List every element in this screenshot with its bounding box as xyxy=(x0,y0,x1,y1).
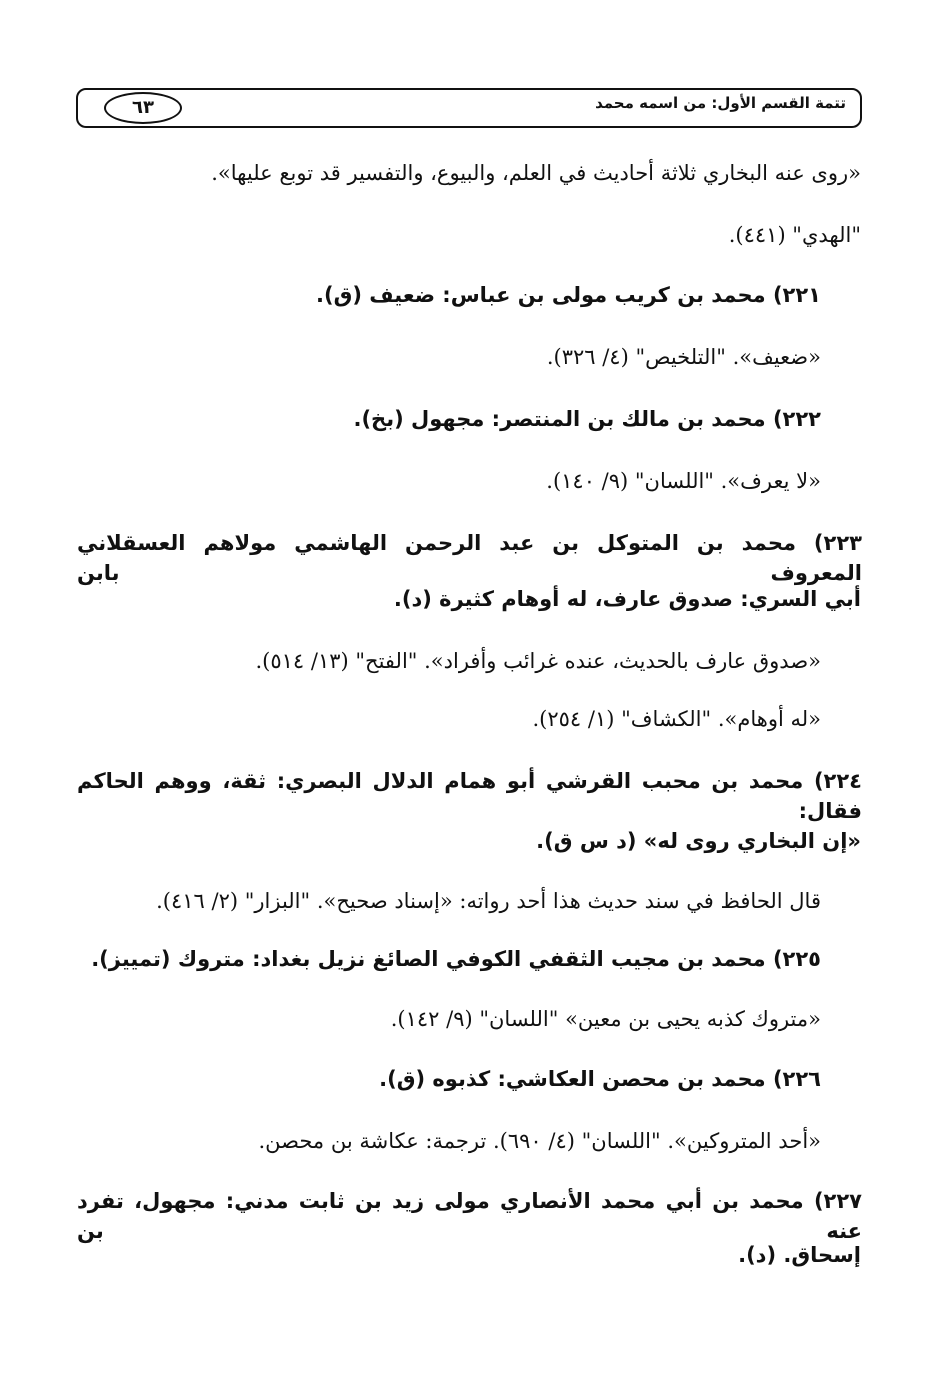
text-line: «ضعيف». "التلخيص" (٤/ ٣٢٦). xyxy=(546,345,821,369)
running-title: تتمة القسم الأول: من اسمه محمد xyxy=(595,94,846,112)
text-line: «صدوق عارف بالحديث، عنده غرائب وأفراد». "الفتح" (١٣/ ٥١٤). xyxy=(255,649,821,673)
entry-heading: أبي السري: صدوق عارف، له أوهام كثيرة (د). xyxy=(393,587,861,611)
text-line: «أحد المتروكين». "اللسان" (٤/ ٦٩٠). ترجمة: عكاشة بن محصن. xyxy=(258,1129,821,1153)
page-header xyxy=(76,88,862,128)
entry-heading: «إن البخاري روى له» (د س ق). xyxy=(536,829,861,853)
entry-heading: ٢٢٦) محمد بن محصن العكاشي: كذبوه (ق). xyxy=(379,1067,821,1091)
entry-heading: ٢٢٥) محمد بن مجيب الثقفي الكوفي الصائغ نزيل بغداد: متروك (تمييز). xyxy=(91,947,821,971)
text-line: قال الحافظ في سند حديث هذا أحد رواته: «إسناد صحيح». "البزار" (٢/ ٤١٦). xyxy=(156,889,821,913)
text-line: «لا يعرف». "اللسان" (٩/ ١٤٠). xyxy=(546,469,821,493)
entry-heading: ٢٢٢) محمد بن مالك بن المنتصر: مجهول (بخ). xyxy=(353,407,821,431)
text-line: «روى عنه البخاري ثلاثة أحاديث في العلم، والبيوع، والتفسير قد توبع عليها». xyxy=(211,161,861,185)
entry-heading: ٢٢١) محمد بن كريب مولى بن عباس: ضعيف (ق). xyxy=(316,283,821,307)
entry-heading: ٢٢٧) محمد بن أبي محمد الأنصاري مولى زيد بن ثابت مدني: مجهول، تفرد عنه بن xyxy=(77,1189,862,1243)
entry-heading: إسحاق. (د). xyxy=(738,1243,861,1267)
page-number: ٦٣ xyxy=(104,92,182,124)
text-line: «متروك كذبه يحيى بن معين» "اللسان" (٩/ ١٤٢). xyxy=(390,1007,821,1031)
entry-heading: ٢٢٣) محمد بن المتوكل بن عبد الرحمن الهاشمي مولاهم العسقلاني المعروف بابن xyxy=(77,531,862,585)
entry-heading: ٢٢٤) محمد بن محبب القرشي أبو همام الدلال البصري: ثقة، ووهم الحاكم فقال: xyxy=(77,769,862,823)
text-line: "الهدي" (٤٤١). xyxy=(728,223,861,247)
text-line: «له أوهام». "الكشاف" (١/ ٢٥٤). xyxy=(532,707,821,731)
